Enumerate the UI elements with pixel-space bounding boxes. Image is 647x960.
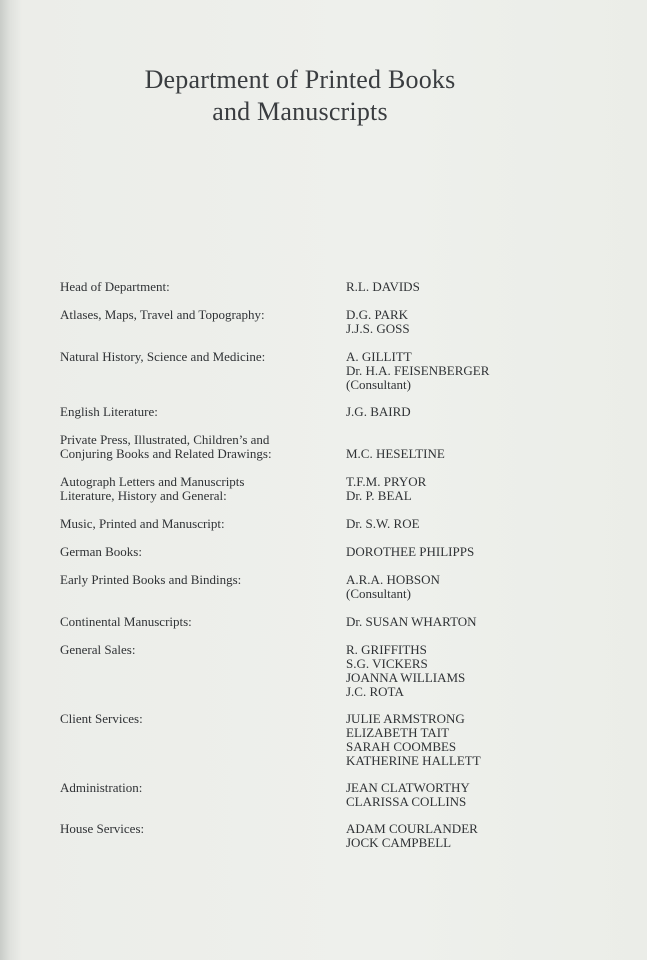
section-label-line: Administration: <box>60 780 143 795</box>
staff-entry <box>60 475 620 503</box>
staff-entry <box>60 822 620 850</box>
section-label <box>60 350 346 392</box>
staff-name: Dr. S.W. ROE <box>346 516 420 531</box>
staff-names <box>346 475 620 503</box>
section-label-line: Head of Department: <box>60 279 170 294</box>
staff-names <box>346 712 620 768</box>
section-label-line: Natural History, Science and Medicine: <box>60 349 266 364</box>
page-title <box>0 64 600 128</box>
staff-entry <box>60 545 620 559</box>
staff-names <box>346 517 620 531</box>
section-label <box>60 545 346 559</box>
staff-entry <box>60 405 620 419</box>
staff-entry <box>60 615 620 629</box>
section-label-line: Autograph Letters and Manuscripts <box>60 474 245 489</box>
staff-name: D.G. PARK <box>346 307 409 322</box>
section-label <box>60 712 346 768</box>
staff-names <box>346 405 620 419</box>
staff-names <box>346 280 620 294</box>
section-label <box>60 615 346 629</box>
staff-name: DOROTHEE PHILIPPS <box>346 544 475 559</box>
section-label <box>60 405 346 419</box>
staff-entry <box>60 280 620 294</box>
staff-name: J.G. BAIRD <box>346 404 411 419</box>
section-label-line: English Literature: <box>60 404 158 419</box>
staff-name: JEAN CLATWORTHY <box>346 780 470 795</box>
staff-names <box>346 643 620 699</box>
staff-entry <box>60 308 620 336</box>
section-label-line: Music, Printed and Manuscript: <box>60 516 225 531</box>
staff-names <box>346 822 620 850</box>
section-label-line: General Sales: <box>60 642 136 657</box>
section-label <box>60 781 346 809</box>
staff-name: A. GILLITT <box>346 349 412 364</box>
staff-entry <box>60 712 620 768</box>
staff-name: R. GRIFFITHS <box>346 642 427 657</box>
section-label <box>60 517 346 531</box>
title-line: and Manuscripts <box>212 97 388 126</box>
staff-name: JOCK CAMPBELL <box>346 835 452 850</box>
staff-names <box>346 308 620 336</box>
staff-name: ELIZABETH TAIT <box>346 725 450 740</box>
section-label-line: Early Printed Books and Bindings: <box>60 572 242 587</box>
staff-entry <box>60 573 620 601</box>
staff-name: KATHERINE HALLETT <box>346 753 481 768</box>
staff-name: SARAH COOMBES <box>346 739 457 754</box>
staff-entry <box>60 517 620 531</box>
section-label-line: German Books: <box>60 544 142 559</box>
staff-entry <box>60 350 620 392</box>
section-label-line: House Services: <box>60 821 145 836</box>
staff-name: Dr. P. BEAL <box>346 488 412 503</box>
staff-name: J.J.S. GOSS <box>346 321 410 336</box>
staff-names <box>346 781 620 809</box>
staff-name <box>346 433 620 447</box>
staff-names <box>346 573 620 601</box>
staff-name: (Consultant) <box>346 586 411 601</box>
staff-names <box>346 615 620 629</box>
section-label-line: Atlases, Maps, Travel and Topography: <box>60 307 265 322</box>
section-label <box>60 475 346 503</box>
staff-entry <box>60 433 620 461</box>
section-label-line: Private Press, Illustrated, Children’s and <box>60 432 270 447</box>
staff-name: M.C. HESELTINE <box>346 446 445 461</box>
section-label <box>60 308 346 336</box>
staff-name: S.G. VICKERS <box>346 656 428 671</box>
staff-name: JOANNA WILLIAMS <box>346 670 466 685</box>
staff-name: CLARISSA COLLINS <box>346 794 467 809</box>
staff-name: Dr. H.A. FEISENBERGER <box>346 363 490 378</box>
section-label <box>60 280 346 294</box>
staff-entry <box>60 781 620 809</box>
section-label <box>60 822 346 850</box>
section-label <box>60 433 346 461</box>
section-label <box>60 573 346 601</box>
staff-entry <box>60 643 620 699</box>
staff-name: A.R.A. HOBSON <box>346 572 440 587</box>
section-label-line: Client Services: <box>60 711 143 726</box>
section-label-line: Continental Manuscripts: <box>60 614 192 629</box>
staff-name: T.F.M. PRYOR <box>346 474 427 489</box>
staff-names <box>346 433 620 461</box>
staff-name: JULIE ARMSTRONG <box>346 711 465 726</box>
staff-names <box>346 545 620 559</box>
staff-name: (Consultant) <box>346 377 411 392</box>
section-label-line: Conjuring Books and Related Drawings: <box>60 446 272 461</box>
staff-name: R.L. DAVIDS <box>346 279 420 294</box>
staff-names <box>346 350 620 392</box>
staff-name: Dr. SUSAN WHARTON <box>346 614 477 629</box>
section-label <box>60 643 346 699</box>
staff-name: ADAM COURLANDER <box>346 821 478 836</box>
staff-name: J.C. ROTA <box>346 684 404 699</box>
title-line: Department of Printed Books <box>144 65 456 94</box>
section-label-line: Literature, History and General: <box>60 488 227 503</box>
